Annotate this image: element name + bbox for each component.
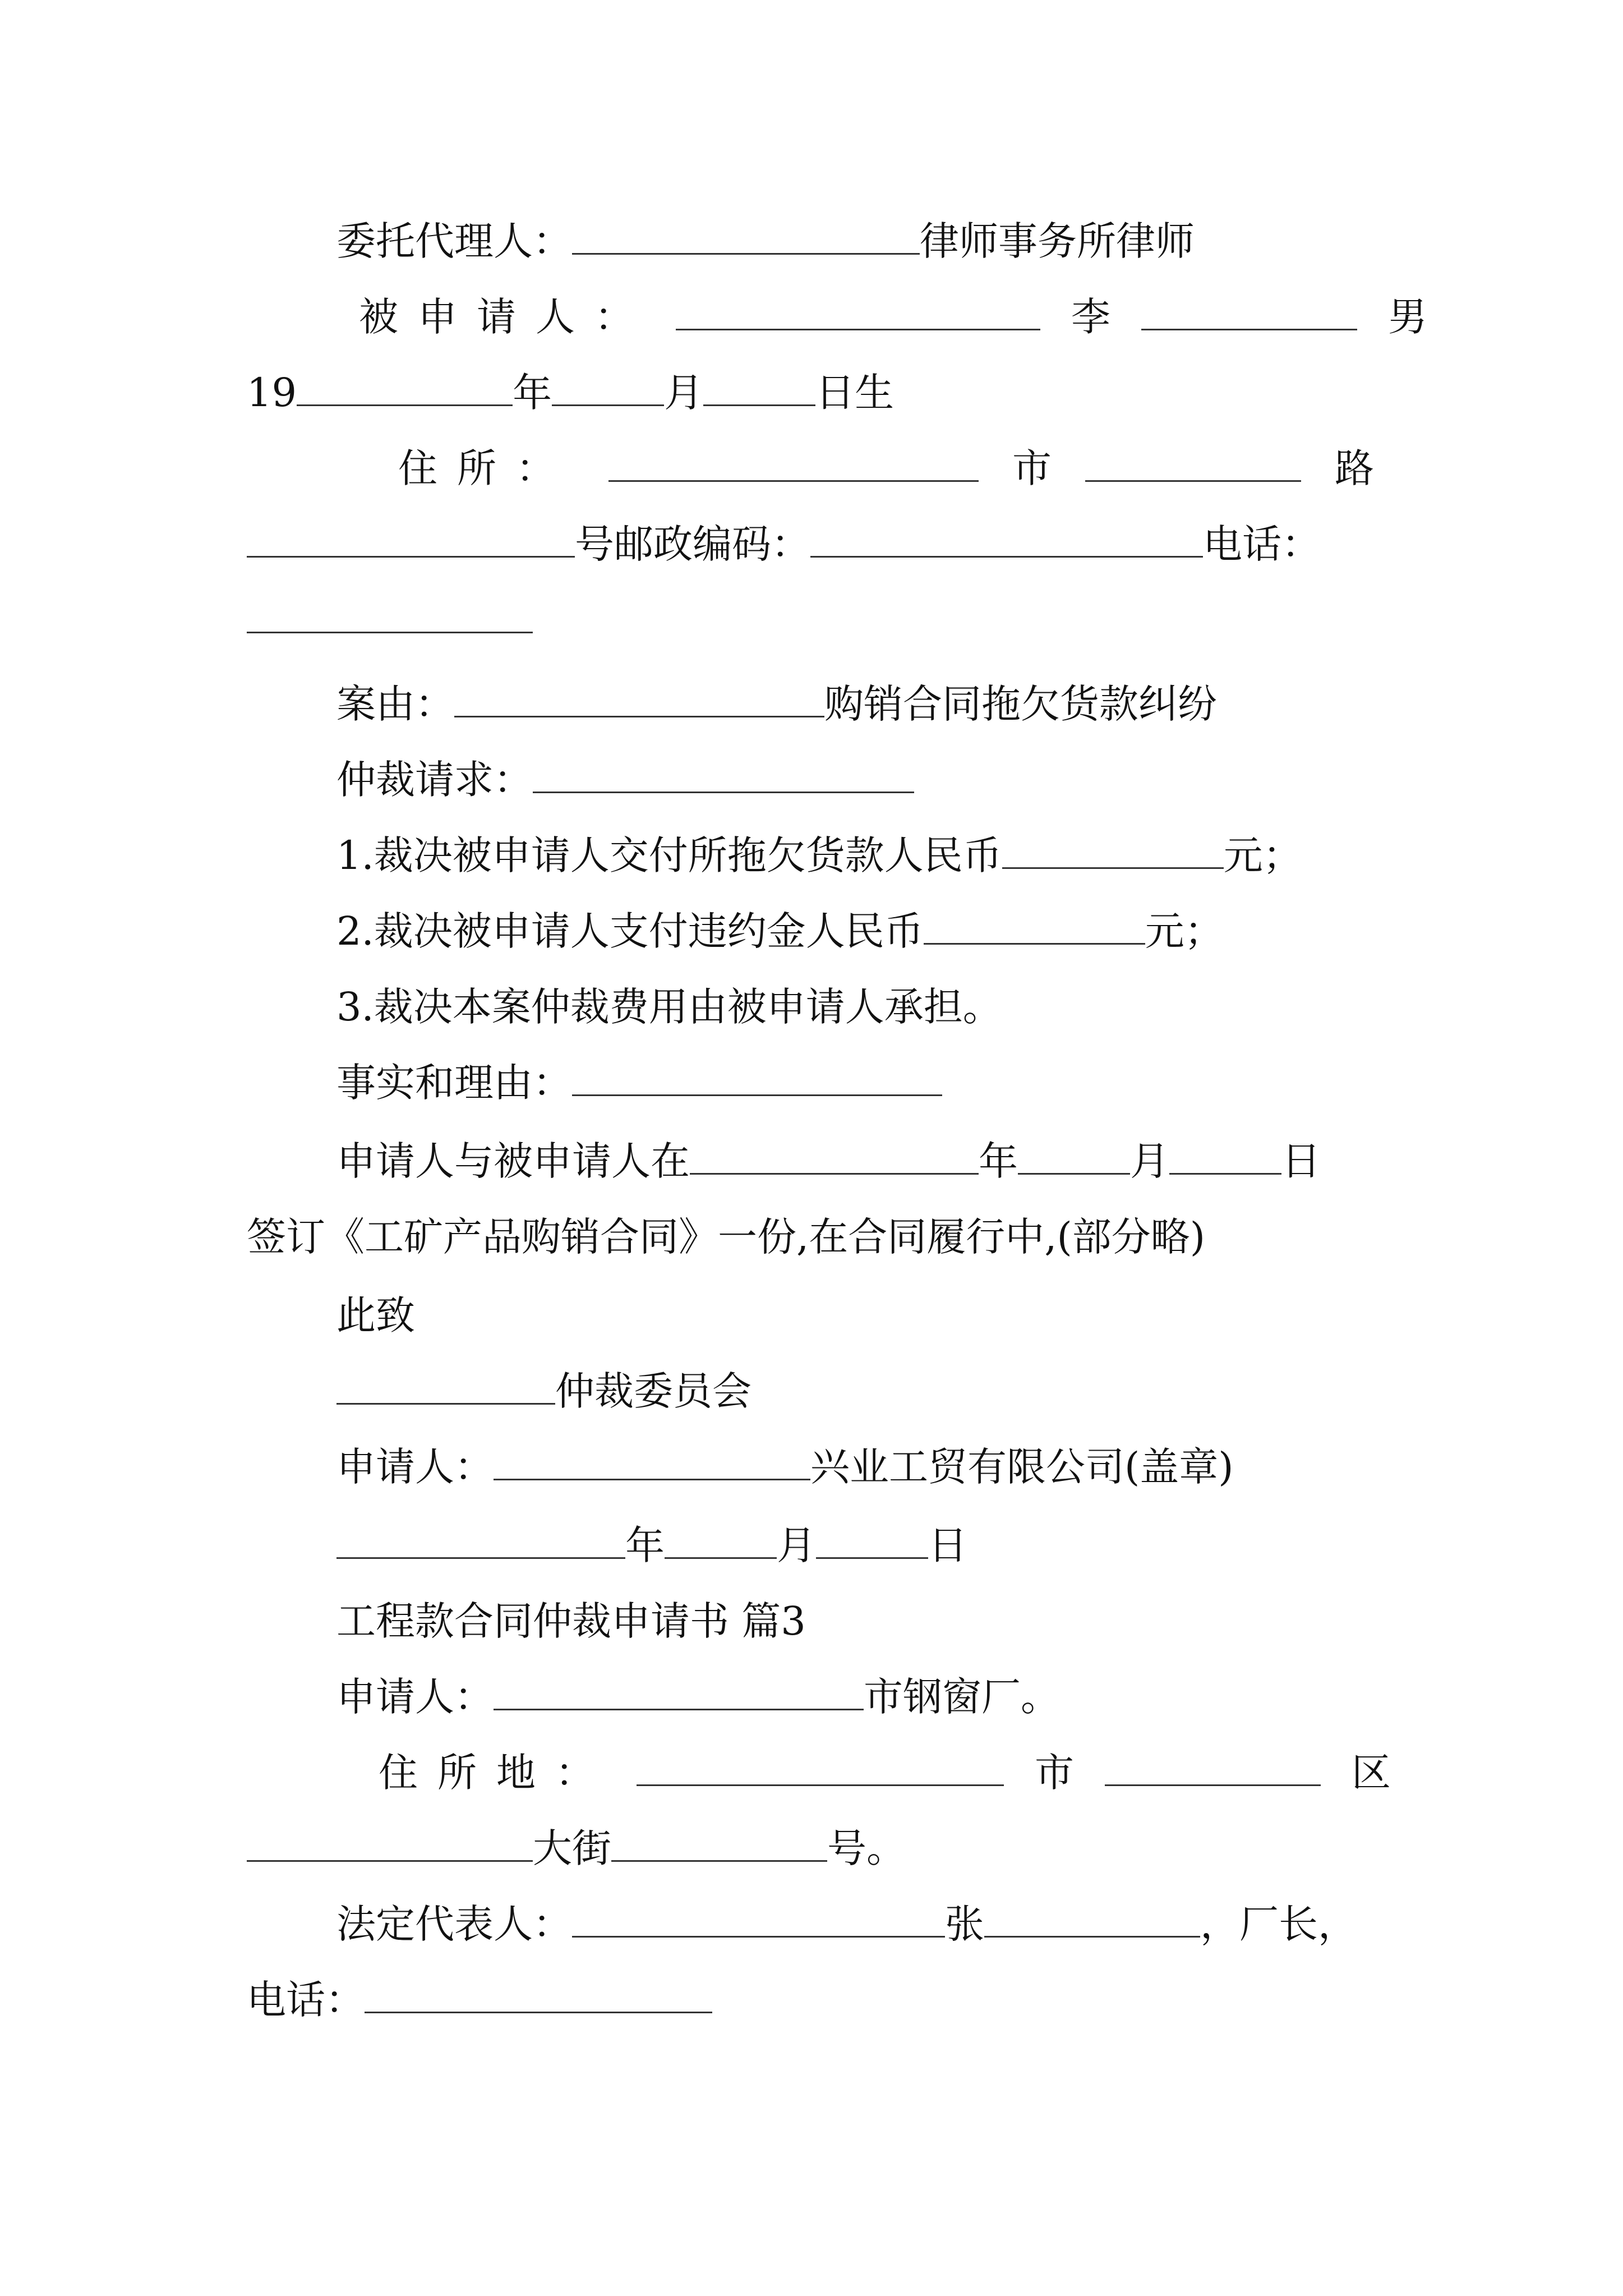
sign-year-label: 年 <box>625 1522 665 1568</box>
salutation-text: 此致 <box>336 1292 415 1338</box>
legal-rep-name: 张 <box>945 1901 984 1947</box>
birth-month-label: 月 <box>664 370 704 416</box>
address-line <box>398 443 1374 494</box>
legal-rep-line <box>336 1899 1357 1949</box>
applicant-line <box>336 1442 1234 1492</box>
committee-line <box>336 1366 751 1416</box>
legal-rep-label: 法定代表人： <box>336 1901 572 1947</box>
phone-blank <box>247 597 533 633</box>
sign-year-blank <box>336 1522 625 1559</box>
applicant-blank <box>494 1444 810 1480</box>
claims-line <box>336 754 914 805</box>
claim-1 <box>336 830 1302 881</box>
applicant-label: 申请人： <box>336 1444 494 1490</box>
facts-label: 事实和理由： <box>336 1060 572 1106</box>
facts-text: 申请人与被申请人在 <box>336 1138 690 1184</box>
address2-city: 市 <box>1035 1750 1074 1796</box>
birth-year-label: 年 <box>513 370 552 416</box>
address-blank <box>608 445 979 482</box>
legal-rep-name-blank <box>984 1901 1200 1938</box>
postcode-line <box>247 519 1321 569</box>
phone2-line <box>247 1975 712 2025</box>
facts-day-blank <box>1169 1138 1281 1175</box>
claims-blank <box>533 757 914 793</box>
claim-1-blank <box>1002 832 1224 869</box>
applicant2-line <box>336 1672 1060 1722</box>
sign-month-blank <box>665 1522 777 1559</box>
phone-label: 电话： <box>1203 521 1321 567</box>
facts-line <box>336 1057 942 1108</box>
birth-prefix: 19 <box>247 370 297 416</box>
facts-year-blank <box>690 1138 979 1175</box>
applicant2-suffix: 市钢窗厂。 <box>864 1674 1060 1720</box>
applicant2-label: 申请人： <box>336 1674 494 1720</box>
claim-2-unit: 元； <box>1145 908 1224 954</box>
street-number-end: 号。 <box>827 1825 906 1871</box>
sign-day-label: 日 <box>928 1522 967 1568</box>
claim-1-unit: 元； <box>1223 832 1302 878</box>
facts-year-label: 年 <box>979 1138 1018 1184</box>
case-line <box>336 679 1217 729</box>
address2-label: 住所地： <box>379 1750 614 1796</box>
legal-rep-blank <box>572 1901 945 1938</box>
facts-month-label: 月 <box>1130 1138 1169 1184</box>
street-blank <box>611 1825 827 1862</box>
agent-label: 委托代理人： <box>336 218 572 264</box>
legal-rep-title: ，厂长， <box>1200 1901 1357 1947</box>
facts-cont-text: 签订《工矿产品购销合同》一份,在合同履行中,(部分略) <box>247 1214 1206 1260</box>
street-district-blank <box>247 1825 533 1862</box>
street-label: 大街 <box>533 1825 611 1871</box>
birth-day-label: 日生 <box>815 370 895 416</box>
postcode-label: 号邮政编码： <box>575 521 810 567</box>
respondent-name-blank <box>1141 294 1357 330</box>
claim-3-text: 3.裁决本案仲裁费用由被申请人承担。 <box>336 984 1002 1030</box>
claim-1-text: 1.裁决被申请人交付所拖欠货款人民币 <box>336 832 1002 878</box>
sign-date-line <box>336 1520 967 1571</box>
agent-blank <box>572 218 920 255</box>
address-road: 路 <box>1335 445 1374 491</box>
applicant2-blank <box>494 1674 864 1710</box>
birth-month-blank <box>552 370 664 406</box>
claim-2-blank <box>924 908 1145 945</box>
respondent-label: 被申请人： <box>359 294 653 340</box>
house-number-blank <box>247 521 575 558</box>
phone2-label: 电话： <box>247 1977 365 2023</box>
claim-3 <box>336 982 1002 1032</box>
facts-blank <box>572 1060 942 1096</box>
birth-day-blank <box>703 370 815 406</box>
section-title <box>336 1596 806 1646</box>
case-label: 案由： <box>336 681 454 727</box>
address2-line <box>379 1747 1391 1798</box>
claims-label: 仲裁请求： <box>336 757 533 803</box>
address2-blank <box>637 1750 1004 1786</box>
respondent-gender: 男 <box>1388 294 1427 340</box>
section-title-text: 工程款合同仲裁申请书 篇3 <box>336 1598 806 1644</box>
respondent-name: 李 <box>1071 294 1110 340</box>
respondent-line <box>359 292 1427 342</box>
claim-2 <box>336 906 1224 956</box>
claim-2-text: 2.裁决被申请人支付违约金人民币 <box>336 908 924 954</box>
address2-district: 区 <box>1352 1750 1391 1796</box>
facts-date-line <box>336 1136 1321 1186</box>
birth-year-blank <box>297 370 513 406</box>
address-label: 住所： <box>398 445 575 491</box>
phone2-blank <box>365 1977 712 2013</box>
phone-blank-line <box>247 595 533 645</box>
case-blank <box>454 681 824 717</box>
respondent-blank <box>676 294 1040 330</box>
agent-suffix: 律师事务所律师 <box>920 218 1195 264</box>
street-line <box>247 1823 906 1874</box>
sign-month-label: 月 <box>777 1522 816 1568</box>
case-text: 购销合同拖欠货款纠纷 <box>824 681 1217 727</box>
facts-continuation <box>247 1212 1205 1262</box>
address-city: 市 <box>1012 445 1052 491</box>
facts-day-label: 日 <box>1281 1138 1321 1184</box>
address-city-blank <box>1085 445 1301 482</box>
agent-line <box>336 216 1195 266</box>
facts-month-blank <box>1018 1138 1130 1175</box>
birth-line <box>247 367 894 418</box>
sign-day-blank <box>816 1522 928 1559</box>
postcode-blank <box>810 521 1203 558</box>
address2-city-blank <box>1105 1750 1321 1786</box>
salutation <box>336 1290 415 1341</box>
committee-text: 仲裁委员会 <box>555 1368 751 1414</box>
committee-blank <box>336 1368 555 1405</box>
applicant-company: 兴业工贸有限公司(盖章) <box>810 1444 1234 1490</box>
